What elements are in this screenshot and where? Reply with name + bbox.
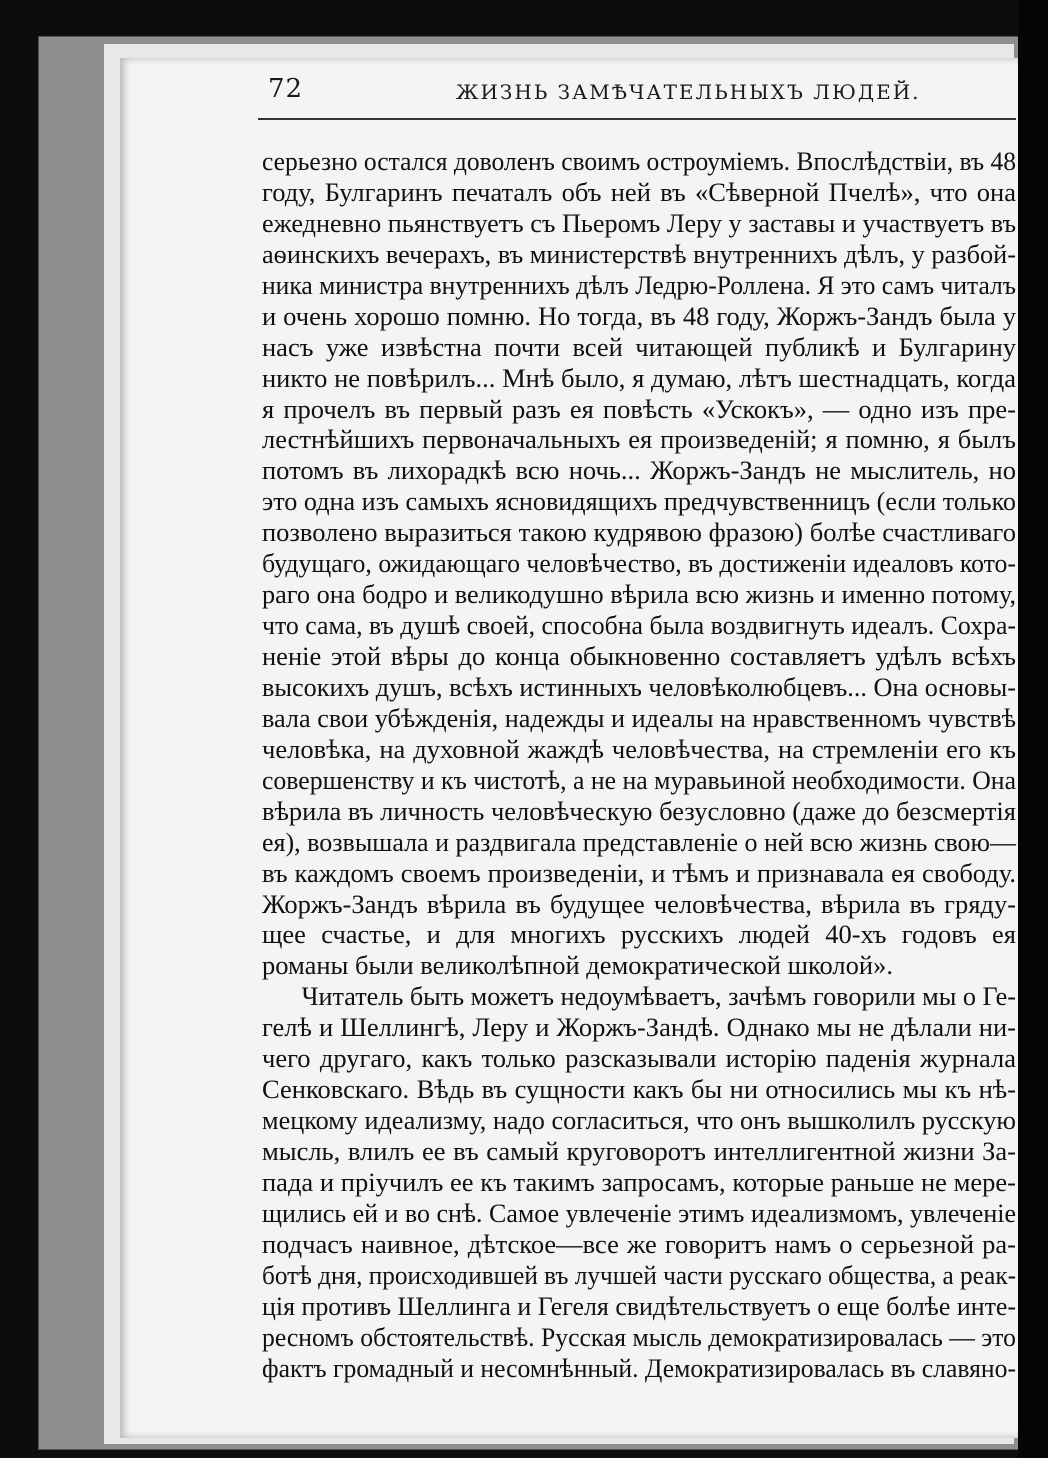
text-line: Сенковскаго. Вѣдь въ сущности какъ бы ни относились мы къ нѣ- <box>262 1074 1016 1105</box>
text-line: въ каждомъ своемъ произведеніи, и тѣмъ и признавала ея свободу. <box>262 857 1016 888</box>
text-line: я прочелъ въ первый разъ ея повѣсть «Ускокъ», — одно изъ пре- <box>262 393 1016 424</box>
text-line: романы были великолѣпной демократической школой». <box>262 950 893 981</box>
text-line: что сама, въ душѣ своей, способна была воздвигнуть идеалъ. Сохра- <box>262 610 1016 641</box>
text-line: лестнѣйшихъ первоначальныхъ ея произведеній; я помню, я былъ <box>262 424 1016 455</box>
scan-border-right <box>1018 0 1048 1458</box>
text-line: вѣрила въ личность человѣческую безусловно (даже до безсмертія <box>262 795 1016 826</box>
running-title: ЖИЗНЬ ЗАМѢЧАТЕЛЬНЫХЪ ЛЮДЕЙ. <box>456 80 921 104</box>
text-line: чего другаго, какъ только разсказывали исторію паденія журнала <box>262 1043 1016 1074</box>
text-line: ресномъ обстоятельствѣ. Русская мысль демократизировалась — это <box>262 1321 1016 1352</box>
text-line: фактъ громадный и несомнѣнный. Демократизировалась въ славяно- <box>262 1352 1017 1383</box>
header-rule <box>258 118 1016 120</box>
text-line: никто не повѣрилъ... Мнѣ было, я думаю, лѣтъ шестнадцать, когда <box>262 362 1016 393</box>
text-line: потомъ въ лихорадкѣ всю ночь... Жоржъ-Зандъ не мыслитель, но <box>262 455 1016 486</box>
text-line: щились ей и во снѣ. Самое увлеченіе этимъ идеализмомъ, увлеченіе <box>262 1197 1017 1228</box>
text-line: Читатель быть можетъ недоумѣваетъ, зачѣмъ говорили мы о Ге- <box>301 981 1016 1012</box>
text-line: году, Булгаринъ печаталъ объ ней въ «Сѣверной Пчелѣ», что она <box>262 176 1016 207</box>
text-line: мецкому идеализму, надо согласиться, что онъ вышколилъ русскую <box>262 1105 1016 1136</box>
page-header <box>268 74 1018 114</box>
text-line: щее счастье, и для многихъ русскихъ людей 40-хъ годовъ ея <box>262 919 1016 950</box>
text-line: человѣка, на духовной жаждѣ человѣчества, на стремленіи его къ <box>262 733 1016 764</box>
text-line: вала свои убѣжденія, надежды и идеалы на нравственномъ чувствѣ <box>262 702 1016 733</box>
text-line: и очень хорошо помню. Но тогда, въ 48 году, Жоржъ-Зандъ была у <box>262 300 1016 331</box>
text-line: ника министра внутреннихъ дѣлъ Ледрю-Роллена. Я это самъ читалъ <box>262 269 1017 300</box>
text-line: позволено выразиться такою кудрявою фразою) болѣе счастливаго <box>262 517 1016 548</box>
text-line: высокихъ душъ, всѣхъ истинныхъ человѣколюбцевъ... Она основы- <box>262 671 1016 702</box>
page-number: 72 <box>268 74 304 104</box>
text-line: раго она бодро и великодушно вѣрила всю жизнь и именно потому, <box>262 579 1017 610</box>
text-line: аѳинскихъ вечерахъ, въ министерствѣ внутреннихъ дѣлъ, у разбой- <box>262 238 1016 269</box>
text-line: будущаго, ожидающаго человѣчество, въ достиженіи идеаловъ кото- <box>262 548 1017 579</box>
text-line: ція противъ Шеллинга и Гегеля свидѣтельствуетъ о еще болѣе инте- <box>262 1290 1017 1321</box>
text-line: ея), возвышала и раздвигала представленіе о ней всю жизнь свою— <box>262 826 1016 857</box>
text-line: неніе этой вѣры до конца обыкновенно составляетъ удѣлъ всѣхъ <box>262 641 1016 671</box>
text-line: подчасъ наивное, дѣтское—все же говоритъ намъ о серьезной ра- <box>262 1228 1016 1259</box>
text-line: насъ уже извѣстна почти всей читающей публикѣ и Булгарину <box>262 331 1016 362</box>
text-line: пада и пріучилъ ее къ такимъ запросамъ, которые раньше не мере- <box>262 1166 1016 1197</box>
text-line: мысль, влилъ ее въ самый круговоротъ интеллигентной жизни За- <box>262 1136 1016 1166</box>
text-line: гелѣ и Шеллингѣ, Леру и Жоржъ-Зандѣ. Однако мы не дѣлали ни- <box>262 1012 1016 1043</box>
text-line: ежедневно пьянствуетъ съ Пьеромъ Леру у заставы и участвуетъ въ <box>262 207 1017 238</box>
body-text <box>262 146 1016 1384</box>
text-line: ботѣ дня, происходившей въ лучшей части русскаго общества, а реак- <box>262 1259 1017 1290</box>
text-line: это одна изъ самыхъ ясновидящихъ предчувственницъ (если только <box>262 486 1017 517</box>
text-line: Жоржъ-Зандъ вѣрила въ будущее человѣчества, вѣрила въ гряду- <box>262 888 1016 919</box>
text-line: совершенству и къ чистотѣ, а не на муравьиной необходимости. Она <box>262 764 1017 795</box>
text-line: серьезно остался доволенъ своимъ остроуміемъ. Впослѣдствіи, въ 48 <box>262 146 1016 176</box>
